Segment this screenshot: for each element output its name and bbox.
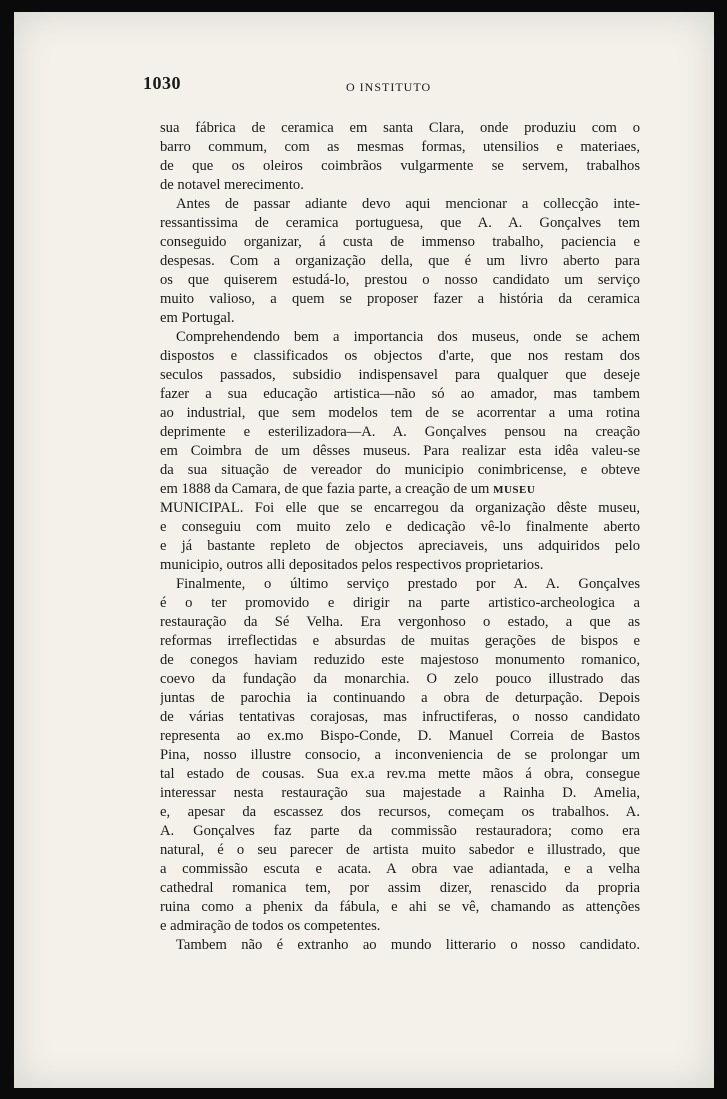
text-line: ruina como a phenix da fábula, e ahi se vê, chamando as attenções bbox=[160, 899, 640, 915]
text-line: coevo da fundação da monarchia. O zelo pouco illustrado das bbox=[160, 671, 640, 687]
text-line: da sua situação de vereador do municipio conimbricense, e obteve bbox=[160, 462, 640, 478]
text-line: a commissão escuta e acata. A obra vae adiantada, e a velha bbox=[160, 861, 640, 877]
text-line: Antes de passar adiante devo aqui mencionar a collecção inte- bbox=[176, 196, 640, 212]
text-line: A. Gonçalves faz parte da commissão restauradora; como era bbox=[160, 823, 640, 839]
text-line: restauração da Sé Velha. Era vergonhoso o estado, a que as bbox=[160, 614, 640, 630]
text-line: ao industrial, que sem modelos tem de se acorrentar a uma rotina bbox=[160, 405, 640, 421]
smallcaps-word: MUSEU bbox=[493, 484, 536, 496]
text-line: deprimente e esterilizadora—A. A. Gonçalves pensou na creação bbox=[160, 424, 640, 440]
text-line: de várias tentativas corajosas, mas infructiferas, o nosso candidato bbox=[160, 709, 640, 725]
text-line: é o ter promovido e dirigir na parte artistico-archeologica a bbox=[160, 595, 640, 611]
text-line: despesas. Com a organização della, que é um livro aberto para bbox=[160, 253, 640, 269]
text-line-with-smallcaps bbox=[160, 480, 640, 499]
text-line: os que quiserem estudá-lo, prestou o nosso candidato um serviço bbox=[160, 272, 640, 288]
text-line: sua fábrica de ceramica em santa Clara, onde produziu com o bbox=[160, 120, 640, 136]
text-line: seculos passados, subsidio indispensavel para qualquer que deseje bbox=[160, 367, 640, 383]
text-line: muito valioso, a quem se proposer fazer a história da ceramica bbox=[160, 291, 640, 307]
text-line: natural, é o seu parecer de artista muito sabedor e illustrado, que bbox=[160, 842, 640, 858]
text-line: e já bastante repleto de objectos apreciaveis, uns adquiridos pelo bbox=[160, 538, 640, 554]
text-line: juntas de parochia ia continuando a obra de deturpação. Depois bbox=[160, 690, 640, 706]
text-line: de notavel merecimento. bbox=[160, 177, 304, 193]
text-line: Tambem não é extranho ao mundo litterario o nosso candidato. bbox=[176, 937, 640, 953]
text-line: fazer a sua educação artistica—não só ao amador, mas tambem bbox=[160, 386, 640, 402]
text-line: barro commum, com as mesmas formas, utensilios e materiaes, bbox=[160, 139, 640, 155]
page-number: 1030 bbox=[143, 73, 181, 93]
text-line: reformas irreflectidas e absurdas de muitas gerações de bispos e bbox=[160, 633, 640, 649]
text-line: em Coimbra de um dêsses museus. Para realizar esta idêa valeu-se bbox=[160, 443, 640, 459]
text-line: em Portugal. bbox=[160, 310, 235, 326]
text-line: de conegos haviam reduzido este majestoso monumento romanico, bbox=[160, 652, 640, 668]
text-fragment: em 1888 da Camara, de que fazia parte, a creação de um bbox=[160, 481, 494, 497]
text-line: municipio, outros alli depositados pelos respectivos proprietarios. bbox=[160, 557, 544, 573]
text-line: interessar nesta restauração sua majestade a Rainha D. Amelia, bbox=[160, 785, 640, 801]
text-line: MUNICIPAL. Foi elle que se encarregou da organização dêste museu, bbox=[160, 500, 640, 516]
text-line: de que os oleiros coimbrãos vulgarmente se servem, trabalhos bbox=[160, 158, 640, 174]
text-line: conseguido organizar, á custa de immenso trabalho, paciencia e bbox=[160, 234, 640, 250]
text-line: cathedral romanica tem, por assim dizer, renascido da propria bbox=[160, 880, 640, 896]
text-line: Finalmente, o último serviço prestado por A. A. Gonçalves bbox=[176, 576, 640, 592]
text-line: e conseguiu com muito zelo e dedicação vê-lo finalmente aberto bbox=[160, 519, 640, 535]
running-head: O INSTITUTO bbox=[346, 80, 432, 94]
text-line: representa ao ex.mo Bispo-Conde, D. Manuel Correia de Bastos bbox=[160, 728, 640, 744]
text-line: e admiração de todos os competentes. bbox=[160, 918, 381, 934]
text-line: e, apesar da escassez dos recursos, começam os trabalhos. A. bbox=[160, 804, 640, 820]
body-text bbox=[160, 119, 640, 955]
text-line: ressantissima de ceramica portuguesa, que A. A. Gonçalves tem bbox=[160, 215, 640, 231]
text-line: dispostos e classificados os objectos d'arte, que nos restam dos bbox=[160, 348, 640, 364]
text-line: Pina, nosso illustre consocio, a inconveniencia de se prolongar um bbox=[160, 747, 640, 763]
text-line: tal estado de cousas. Sua ex.a rev.ma mette mãos á obra, consegue bbox=[160, 766, 640, 782]
text-line: Comprehendendo bem a importancia dos museus, onde se achem bbox=[176, 329, 640, 345]
